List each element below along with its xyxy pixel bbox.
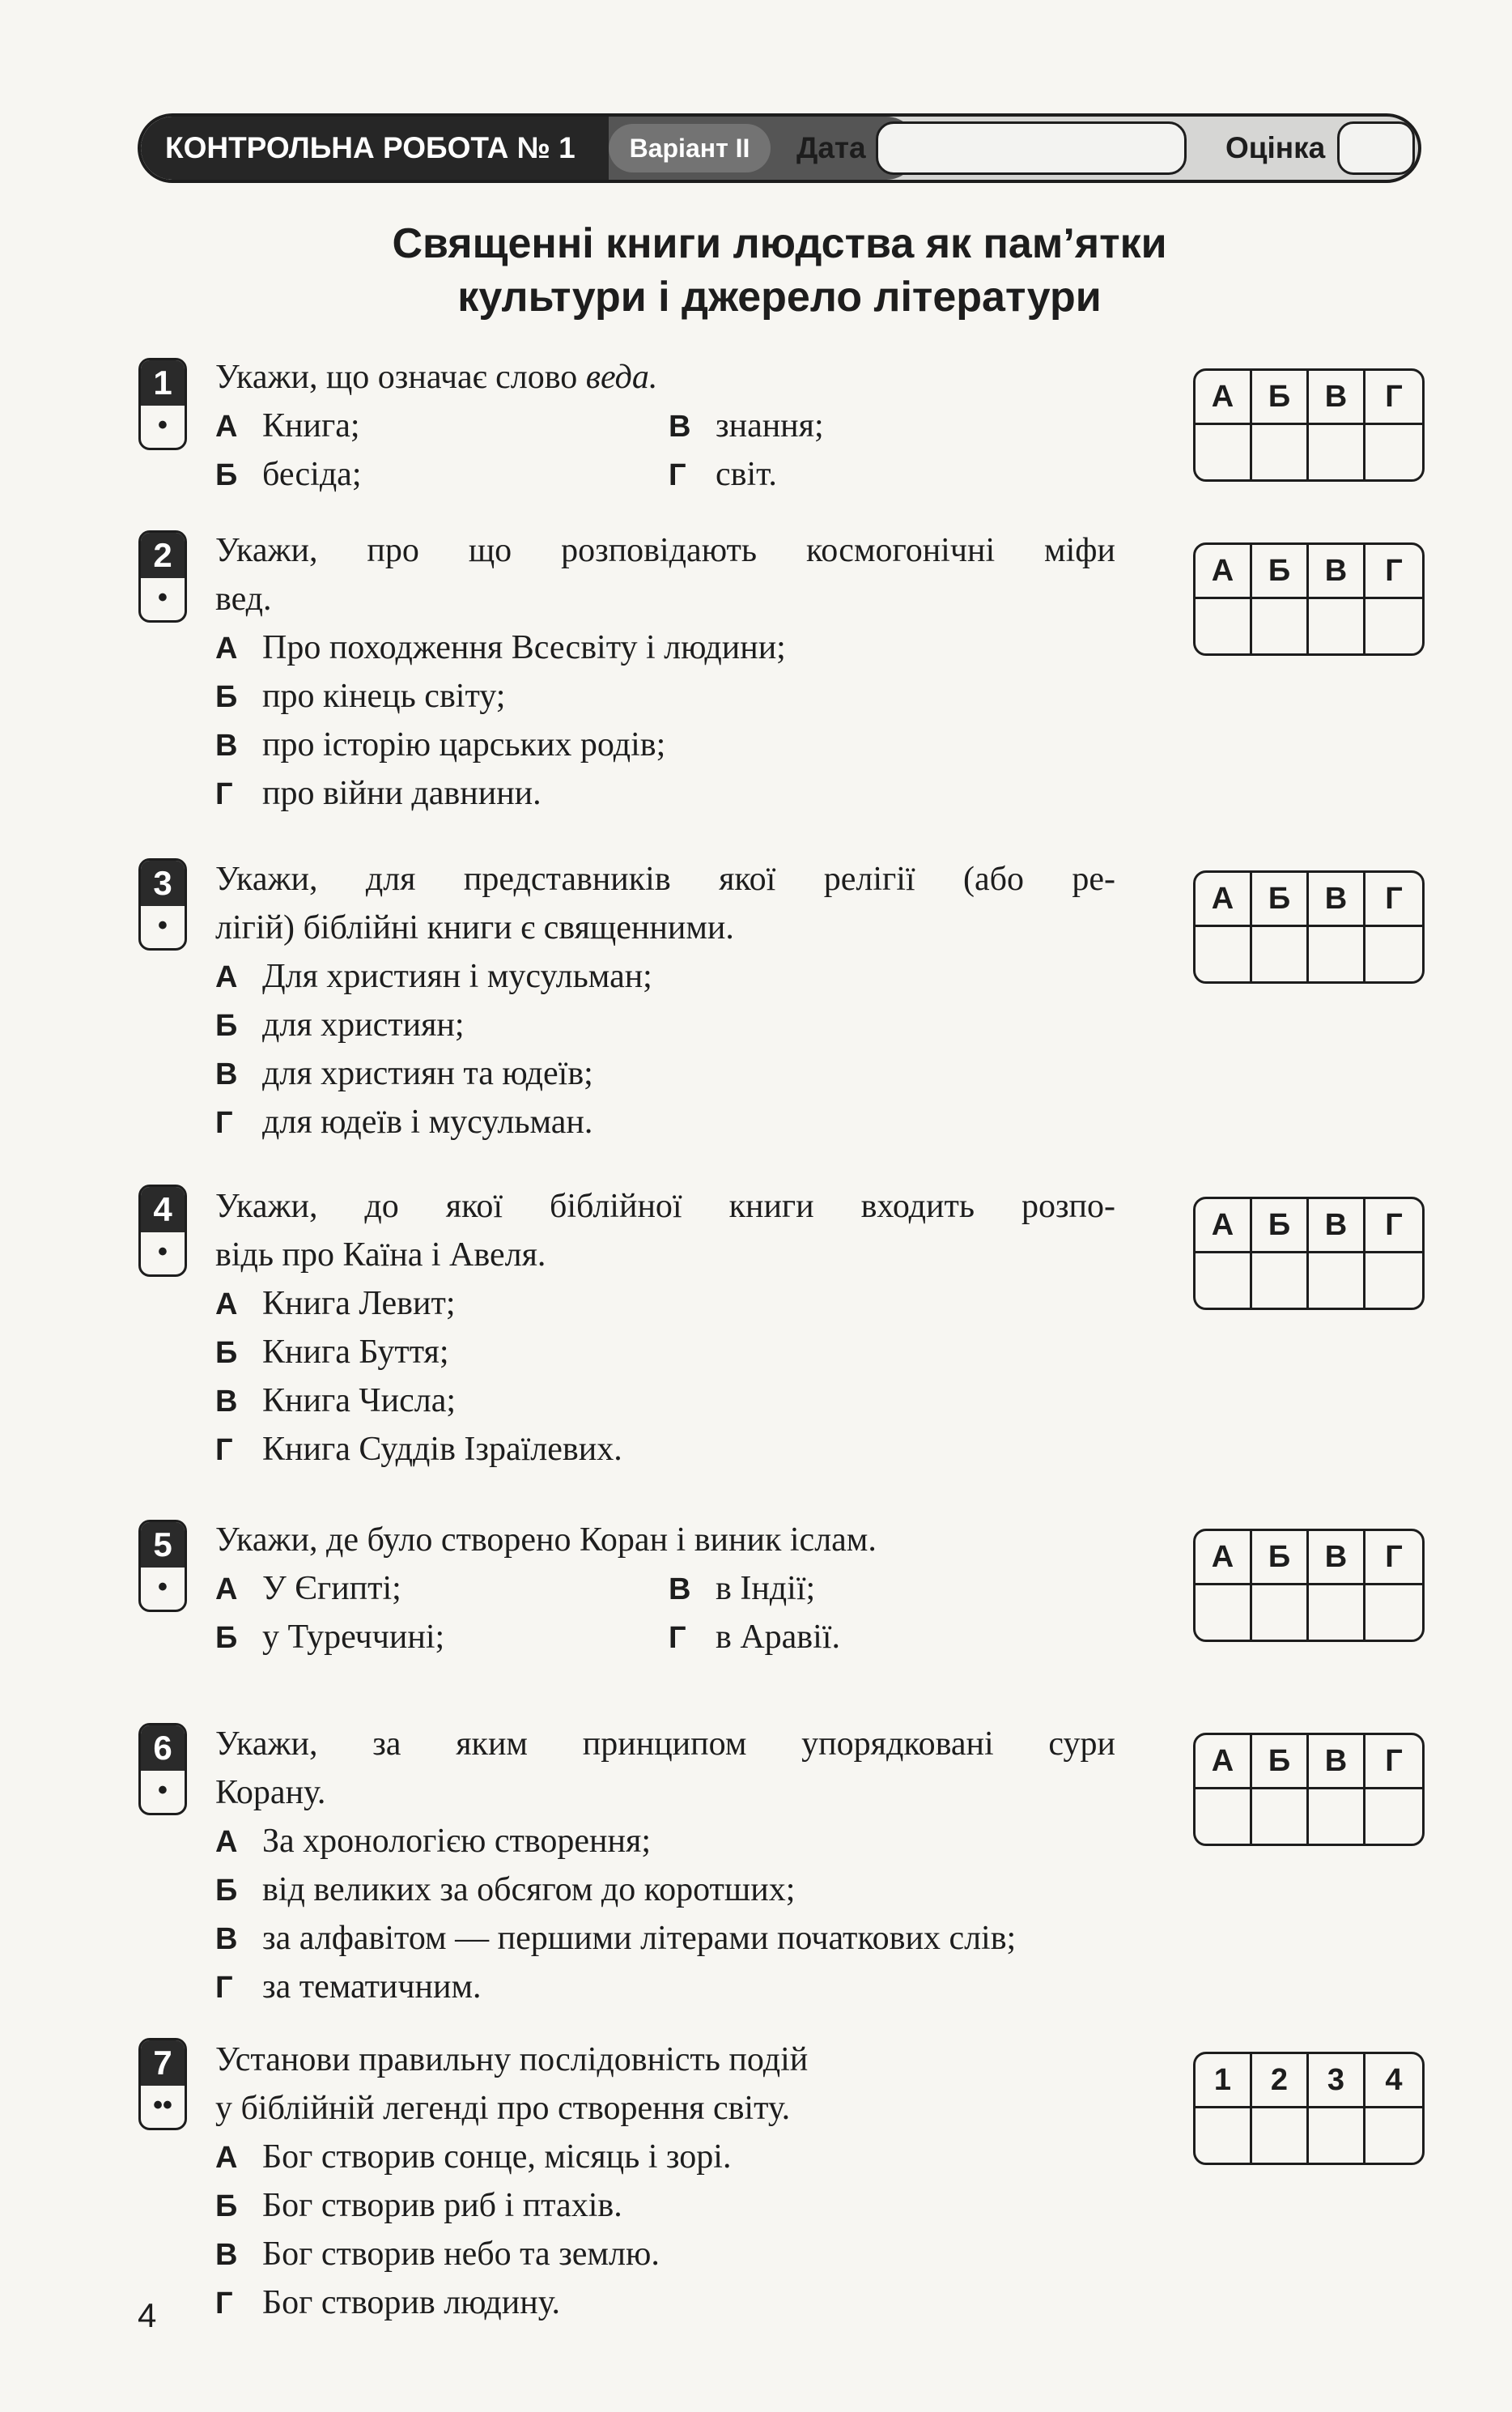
answer-cell[interactable] (1252, 2108, 1309, 2163)
question-number: 5 (141, 1522, 185, 1568)
answer-header: Г (1365, 1531, 1422, 1585)
question-6-text-line-1: Укажи, за яким принципом упорядковані сури (215, 1725, 1115, 1763)
question-1-answer-grid (1193, 368, 1425, 482)
answer-header: Б (1252, 371, 1309, 425)
answer-header: Г (1365, 371, 1422, 425)
question-4-text-line-2: відь про Каїна і Авеля. (215, 1236, 546, 1274)
page-title-line-2: культури і джерело літератури (457, 274, 1102, 321)
question-6-option[interactable]: Г за тематичним. (215, 1968, 482, 2006)
answer-header: А (1196, 545, 1252, 599)
answer-cell[interactable] (1309, 927, 1365, 981)
difficulty-dots: • (158, 410, 168, 440)
question-1-option[interactable]: Б бесіда; (215, 456, 362, 493)
question-1-text: Укажи, що означає слово веда. (215, 359, 658, 396)
difficulty-dots: •• (153, 2090, 172, 2121)
test-title: КОНТРОЛЬНА РОБОТА № 1 (141, 117, 609, 180)
question-7-text-line-1: Установи правильну послідовність подій (215, 2041, 809, 2078)
question-1-badge (138, 358, 187, 450)
question-1-option[interactable]: В знання; (669, 407, 824, 445)
answer-header: А (1196, 873, 1252, 927)
question-2-option[interactable]: В про історію царських родів; (215, 726, 666, 764)
question-2-option[interactable]: Г про війни давнини. (215, 775, 542, 812)
answer-header: 4 (1365, 2054, 1422, 2108)
answer-cell[interactable] (1365, 2108, 1422, 2163)
question-number: 2 (141, 533, 185, 578)
page-title (138, 217, 1421, 324)
question-7-option[interactable]: В Бог створив небо та землю. (215, 2235, 660, 2273)
question-7-text-line-2: у біблійній легенді про створення світу. (215, 2090, 791, 2127)
answer-cell[interactable] (1309, 1789, 1365, 1844)
difficulty-dots: • (158, 1572, 168, 1602)
answer-cell[interactable] (1196, 927, 1252, 981)
question-4-answer-grid (1193, 1197, 1425, 1310)
question-4-badge (138, 1185, 187, 1277)
question-6-option[interactable]: А За хронологією створення; (215, 1823, 651, 1860)
answer-header: А (1196, 371, 1252, 425)
question-5-text: Укажи, де було створено Коран і виник іслам. (215, 1521, 877, 1559)
difficulty-dots: • (158, 582, 168, 613)
answer-header: Б (1252, 1735, 1309, 1789)
question-4-option[interactable]: А Книга Левит; (215, 1285, 456, 1322)
question-number: 4 (141, 1187, 185, 1232)
question-7-option[interactable]: А Бог створив сонце, місяць і зорі. (215, 2138, 732, 2176)
question-2-answer-grid (1193, 542, 1425, 656)
answer-header: В (1309, 1531, 1365, 1585)
answer-header: В (1309, 873, 1365, 927)
question-5-option[interactable]: Г в Аравії. (669, 1619, 840, 1656)
answer-cell[interactable] (1365, 1585, 1422, 1640)
answer-cell[interactable] (1252, 927, 1309, 981)
answer-header: Г (1365, 873, 1422, 927)
answer-cell[interactable] (1309, 425, 1365, 479)
answer-cell[interactable] (1365, 1253, 1422, 1308)
answer-header: 3 (1309, 2054, 1365, 2108)
answer-header: А (1196, 1735, 1252, 1789)
question-7-badge (138, 2038, 187, 2130)
question-1-option[interactable]: Г світ. (669, 456, 777, 493)
question-2-option[interactable]: Б про кінець світу; (215, 678, 506, 715)
difficulty-dots: • (158, 1236, 168, 1267)
answer-header: В (1309, 545, 1365, 599)
answer-header: 1 (1196, 2054, 1252, 2108)
question-4-option[interactable]: В Книга Числа; (215, 1382, 457, 1419)
answer-cell[interactable] (1252, 425, 1309, 479)
question-3-text-line-2: лігій) біблійні книги є священними. (215, 909, 734, 947)
question-number: 7 (141, 2040, 185, 2086)
answer-header: 2 (1252, 2054, 1309, 2108)
difficulty-dots: • (158, 910, 168, 941)
date-label: Дата (796, 131, 866, 164)
question-number: 3 (141, 861, 185, 906)
question-7-option[interactable]: Б Бог створив риб і птахів. (215, 2187, 622, 2224)
question-2-badge (138, 530, 187, 623)
answer-header: В (1309, 1199, 1365, 1253)
answer-cell[interactable] (1252, 599, 1309, 653)
question-3-option[interactable]: Г для юдеїв і мусульман. (215, 1104, 593, 1141)
question-5-answer-grid (1193, 1529, 1425, 1642)
answer-header: А (1196, 1199, 1252, 1253)
answer-header: Г (1365, 1199, 1422, 1253)
question-number: 6 (141, 1725, 185, 1771)
question-3-option[interactable]: В для християн та юдеїв; (215, 1055, 593, 1092)
answer-header: Г (1365, 545, 1422, 599)
question-3-option[interactable]: Б для християн; (215, 1006, 465, 1044)
question-6-badge (138, 1723, 187, 1815)
question-3-badge (138, 858, 187, 951)
answer-cell[interactable] (1309, 1585, 1365, 1640)
question-4-option[interactable]: Г Книга Суддів Ізраїлевих. (215, 1431, 622, 1468)
answer-cell[interactable] (1196, 1789, 1252, 1844)
answer-cell[interactable] (1309, 1253, 1365, 1308)
emphasized-word: веда. (585, 359, 658, 396)
variant-label: Варіант ІІ (609, 124, 771, 172)
test-header-bar (138, 113, 1421, 183)
answer-header: Г (1365, 1735, 1422, 1789)
page-title-line-1: Священні книги людства як пам’ятки (392, 220, 1167, 267)
question-2-option[interactable]: А Про походження Всесвіту і людини; (215, 629, 786, 666)
question-6-text-line-2: Корану. (215, 1774, 326, 1811)
answer-cell[interactable] (1196, 2108, 1252, 2163)
question-5-option[interactable]: В в Індії; (669, 1570, 816, 1607)
answer-cell[interactable] (1309, 2108, 1365, 2163)
question-5-option[interactable]: Б у Туреччині; (215, 1619, 445, 1656)
question-7-option[interactable]: Г Бог створив людину. (215, 2284, 561, 2321)
grade-label: Оцінка (1225, 131, 1326, 164)
answer-header: Б (1252, 1531, 1309, 1585)
question-4-text-line-1: Укажи, до якої біблійної книги входить розпо- (215, 1188, 1115, 1225)
question-5-option[interactable]: А У Єгипті; (215, 1570, 401, 1607)
answer-header: Б (1252, 1199, 1309, 1253)
variant-badge (609, 117, 918, 180)
question-number: 1 (141, 360, 185, 406)
question-1-option[interactable]: А Книга; (215, 407, 360, 445)
answer-cell[interactable] (1252, 1585, 1309, 1640)
question-3-answer-grid (1193, 870, 1425, 984)
answer-cell[interactable] (1196, 1585, 1252, 1640)
question-2-text-line-2: вед. (215, 581, 272, 618)
difficulty-dots: • (158, 1775, 168, 1806)
question-6-answer-grid (1193, 1733, 1425, 1846)
question-6-option[interactable]: Б від великих за обсягом до коротших; (215, 1871, 796, 1908)
answer-header: Б (1252, 545, 1309, 599)
answer-header: А (1196, 1531, 1252, 1585)
answer-cell[interactable] (1365, 425, 1422, 479)
question-5-badge (138, 1520, 187, 1612)
answer-cell[interactable] (1252, 1253, 1309, 1308)
answer-header: В (1309, 1735, 1365, 1789)
answer-cell[interactable] (1365, 599, 1422, 653)
answer-cell[interactable] (1196, 599, 1252, 653)
answer-cell[interactable] (1252, 1789, 1309, 1844)
question-7-answer-grid (1193, 2052, 1425, 2165)
page-number: 4 (138, 2296, 157, 2334)
answer-cell[interactable] (1196, 425, 1252, 479)
question-4-option[interactable]: Б Книга Буття; (215, 1334, 449, 1371)
answer-cell[interactable] (1196, 1253, 1252, 1308)
answer-header: Б (1252, 873, 1309, 927)
question-6-option[interactable]: В за алфавітом — першими літерами початкових слів; (215, 1920, 1017, 1957)
answer-cell[interactable] (1365, 927, 1422, 981)
answer-cell[interactable] (1365, 1789, 1422, 1844)
question-3-text-line-1: Укажи, для представників якої релігії (або ре- (215, 861, 1115, 898)
question-3-option[interactable]: А Для християн і мусульман; (215, 958, 652, 995)
answer-header: В (1309, 371, 1365, 425)
date-field[interactable] (876, 121, 1187, 175)
answer-cell[interactable] (1309, 599, 1365, 653)
question-2-text-line-1: Укажи, про що розповідають космогонічні міфи (215, 532, 1115, 569)
grade-field[interactable] (1337, 121, 1415, 175)
